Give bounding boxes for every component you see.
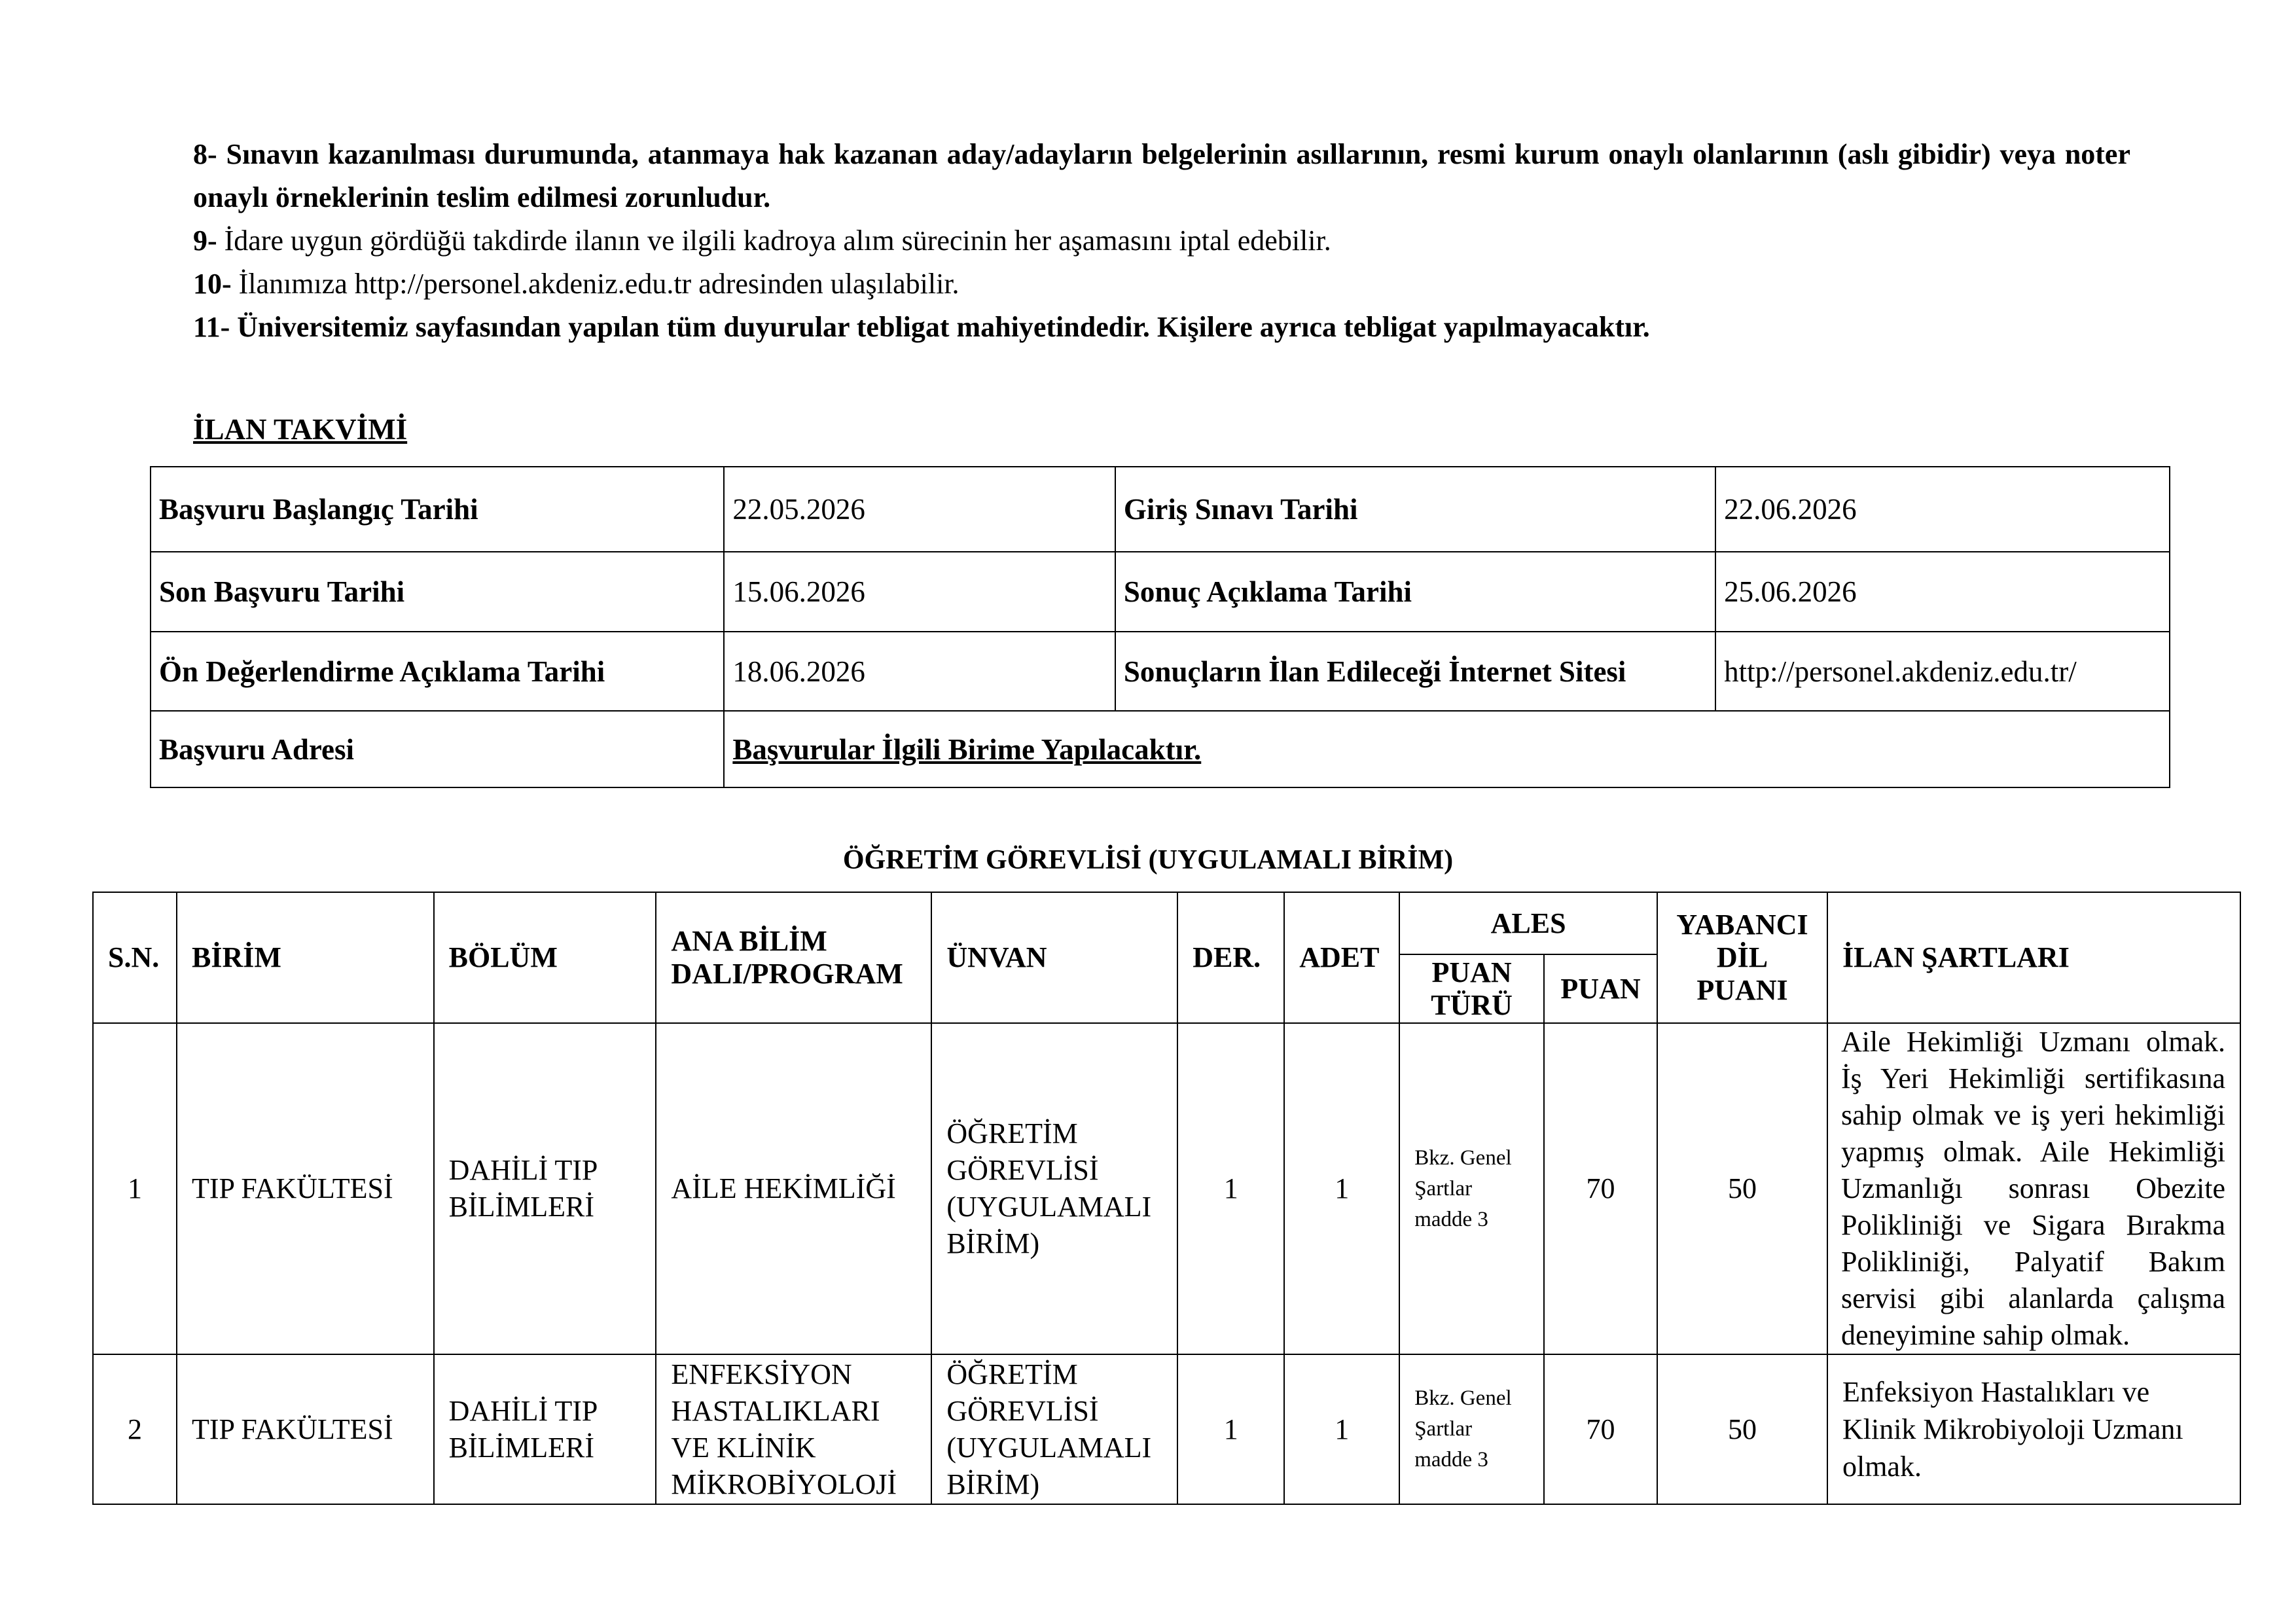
- calendar-value: 15.06.2026: [724, 552, 1115, 632]
- cell-puan-turu: Bkz. Genel Şartlar madde 3: [1399, 1023, 1544, 1354]
- calendar-label: Son Başvuru Tarihi: [151, 552, 724, 632]
- cell-abd: ENFEKSİYON HASTALIKLARI VE KLİNİK MİKROBİYOLOJİ: [656, 1354, 931, 1504]
- note-9: 9- İdare uygun gördüğü takdirde ilanın ve ilgili kadroya alım sürecinin her aşamasını iptal edebilir.: [193, 225, 1331, 257]
- calendar-label: Giriş Sınavı Tarihi: [1115, 467, 1715, 552]
- calendar-value: 22.05.2026: [724, 467, 1115, 552]
- table-header-row: [93, 892, 2240, 954]
- cell-sartlar: Enfeksiyon Hastalıkları ve Klinik Mikrobiyoloji Uzmanı olmak.: [1827, 1354, 2240, 1504]
- calendar-label: Sonuçların İlan Edileceği İnternet Sitesi: [1115, 632, 1715, 711]
- header-puan-turu: PUAN TÜRÜ: [1399, 954, 1544, 1023]
- address-link[interactable]: Başvurular İlgili Birime Yapılacaktır.: [732, 732, 1202, 766]
- header-yabanci-dil: YABANCI DİL PUANI: [1657, 892, 1827, 1023]
- note-11: 11- Üniversitemiz sayfasından yapılan tüm duyurular tebligat mahiyetindedir. Kişilere ayrıca tebligat yapılmayacaktır.: [193, 311, 1650, 343]
- table-row: [93, 1354, 2240, 1504]
- cell-puan: 70: [1544, 1023, 1657, 1354]
- header-abd: ANA BİLİM DALI/PROGRAM: [656, 892, 931, 1023]
- cell-yabanci-dil: 50: [1657, 1023, 1827, 1354]
- calendar-title: İLAN TAKVİMİ: [193, 413, 408, 446]
- address-label: Başvuru Adresi: [151, 711, 724, 787]
- cell-sn: 2: [93, 1354, 177, 1504]
- header-sn: S.N.: [93, 892, 177, 1023]
- header-der: DER.: [1177, 892, 1284, 1023]
- header-sartlar: İLAN ŞARTLARI: [1827, 892, 2240, 1023]
- results-website-link[interactable]: http://personel.akdeniz.edu.tr/: [1715, 632, 2170, 711]
- calendar-value: 18.06.2026: [724, 632, 1115, 711]
- note-10: 10- İlanımıza http://personel.akdeniz.edu.tr adresinden ulaşılabilir.: [193, 268, 960, 300]
- header-adet: ADET: [1284, 892, 1399, 1023]
- announcement-calendar-table: [150, 466, 2170, 788]
- header-birim: BİRİM: [177, 892, 434, 1023]
- general-conditions-notes: [193, 133, 2130, 349]
- calendar-row: [151, 552, 2170, 632]
- calendar-value: 22.06.2026: [1715, 467, 2170, 552]
- table-row: [93, 1023, 2240, 1354]
- cell-puan-turu: Bkz. Genel Şartlar madde 3: [1399, 1354, 1544, 1504]
- calendar-label: Sonuç Açıklama Tarihi: [1115, 552, 1715, 632]
- calendar-value: 25.06.2026: [1715, 552, 2170, 632]
- cell-bolum: DAHİLİ TIP BİLİMLERİ: [434, 1023, 656, 1354]
- calendar-label: Ön Değerlendirme Açıklama Tarihi: [151, 632, 724, 711]
- header-ales: ALES: [1399, 892, 1657, 954]
- cell-der: 1: [1177, 1354, 1284, 1504]
- cell-abd: AİLE HEKİMLİĞİ: [656, 1023, 931, 1354]
- cell-der: 1: [1177, 1023, 1284, 1354]
- cell-unvan: ÖĞRETİM GÖREVLİSİ (UYGULAMALI BİRİM): [931, 1354, 1177, 1504]
- calendar-label: Başvuru Başlangıç Tarihi: [151, 467, 724, 552]
- cell-birim: TIP FAKÜLTESİ: [177, 1023, 434, 1354]
- cell-bolum: DAHİLİ TIP BİLİMLERİ: [434, 1354, 656, 1504]
- note-8: 8- Sınavın kazanılması durumunda, atanmaya hak kazanan aday/adayların belgelerinin asıllarının, resmi kurum onaylı olanlarının (aslı gibidir) veya noter onaylı örneklerinin teslim edilmesi zorunludur.: [193, 138, 2130, 213]
- cell-adet: 1: [1284, 1023, 1399, 1354]
- header-bolum: BÖLÜM: [434, 892, 656, 1023]
- cell-sartlar: Aile Hekimliği Uzmanı olmak. İş Yeri Hekimliği sertifikasına sahip olmak ve iş yeri hekimliği yapmış olmak. Aile Hekimliği Uzmanlığı sonrası Obezite Polikliniği ve Sigara Bırakma Polikliniği, Palyatif Bakım servisi gibi alanlarda çalışma deneyimine sahip olmak.: [1827, 1023, 2240, 1354]
- positions-table: [92, 892, 2241, 1505]
- cell-sn: 1: [93, 1023, 177, 1354]
- positions-title: ÖĞRETİM GÖREVLİSİ (UYGULAMALI BİRİM): [842, 845, 1454, 875]
- calendar-row: [151, 632, 2170, 711]
- calendar-row: [151, 467, 2170, 552]
- cell-puan: 70: [1544, 1354, 1657, 1504]
- header-puan: PUAN: [1544, 954, 1657, 1023]
- cell-yabanci-dil: 50: [1657, 1354, 1827, 1504]
- calendar-row: [151, 711, 2170, 787]
- address-value: [724, 711, 2170, 787]
- cell-unvan: ÖĞRETİM GÖREVLİSİ (UYGULAMALI BİRİM): [931, 1023, 1177, 1354]
- cell-birim: TIP FAKÜLTESİ: [177, 1354, 434, 1504]
- cell-adet: 1: [1284, 1354, 1399, 1504]
- header-unvan: ÜNVAN: [931, 892, 1177, 1023]
